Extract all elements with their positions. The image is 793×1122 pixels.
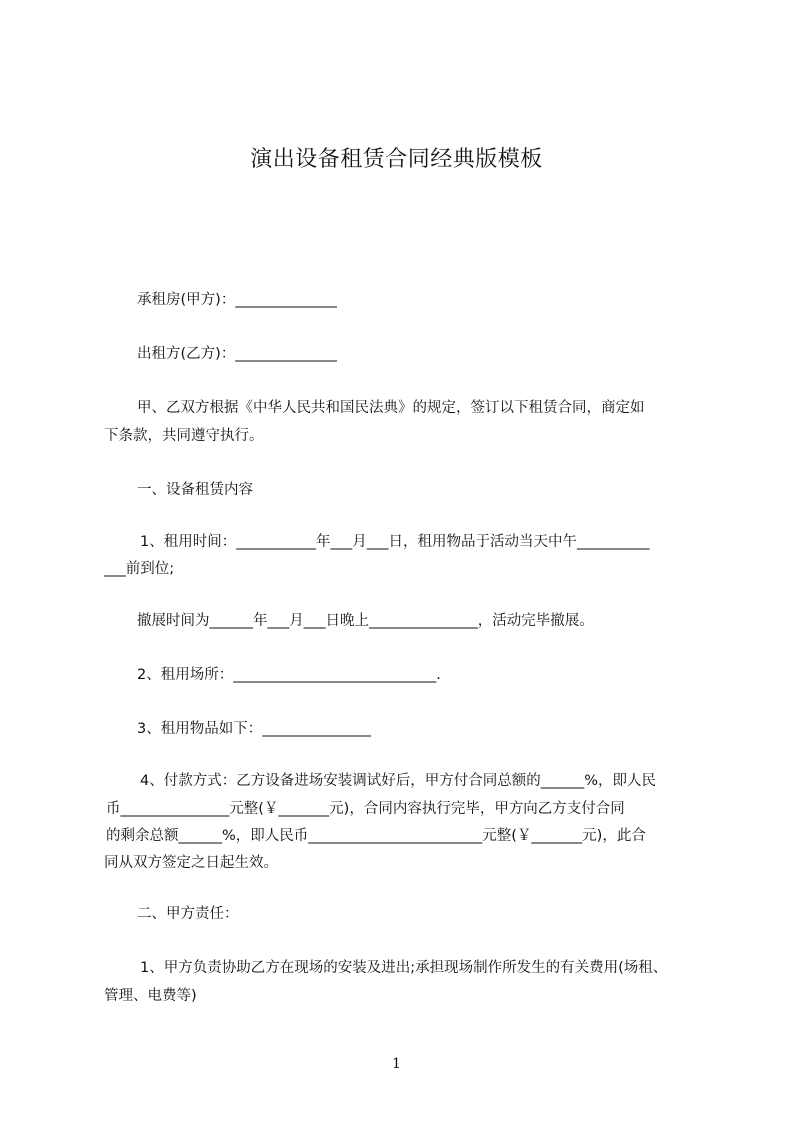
payment-line-2: 币_______________元整(￥_______元)，合同内容执行完毕，甲方向乙方支付合同 [106, 801, 625, 817]
party-a-duty-line-1: 1、甲方负责协助乙方在现场的安装及进出;承担现场制作所发生的有关费用(场租、 [140, 960, 668, 976]
document-title: 演出设备租赁合同经典版模板 [250, 147, 543, 172]
rental-items-line: 3、租用物品如下：_______________ [137, 721, 371, 737]
payment-line-1: 4、付款方式：乙方设备进场安装调试好后，甲方付合同总额的______%，即人民 [140, 773, 657, 789]
teardown-time-line: 撤展时间为______年___月___日晚上_______________，活动完毕撤展。 [137, 613, 594, 629]
preamble-line-2: 下条款，共同遵守执行。 [104, 428, 264, 444]
party-a-duty-line-2: 管理、电费等) [104, 988, 197, 1004]
page-number: 1 [392, 1056, 401, 1072]
preamble-line-1: 甲、乙双方根据《中华人民共和国民法典》的规定，签订以下租赁合同，商定如 [137, 400, 645, 416]
payment-line-4: 同从双方签定之日起生效。 [104, 855, 278, 871]
section-2-heading: 二、甲方责任： [137, 906, 239, 922]
rental-time-line-2: ___前到位; [104, 561, 175, 577]
party-b-line: 出租方(乙方)：______________ [137, 346, 337, 362]
rental-time-line-1: 1、租用时间：___________年___月___日，租用物品于活动当天中午__________ [140, 534, 650, 550]
party-a-line: 承租房(甲方)：______________ [137, 292, 337, 308]
payment-line-3: 的剩余总额______%，即人民币________________________元整(￥_______元)，此合 [106, 828, 646, 844]
section-1-heading: 一、设备租赁内容 [137, 482, 253, 498]
rental-venue-line: 2、租用场所：____________________________. [137, 667, 441, 683]
